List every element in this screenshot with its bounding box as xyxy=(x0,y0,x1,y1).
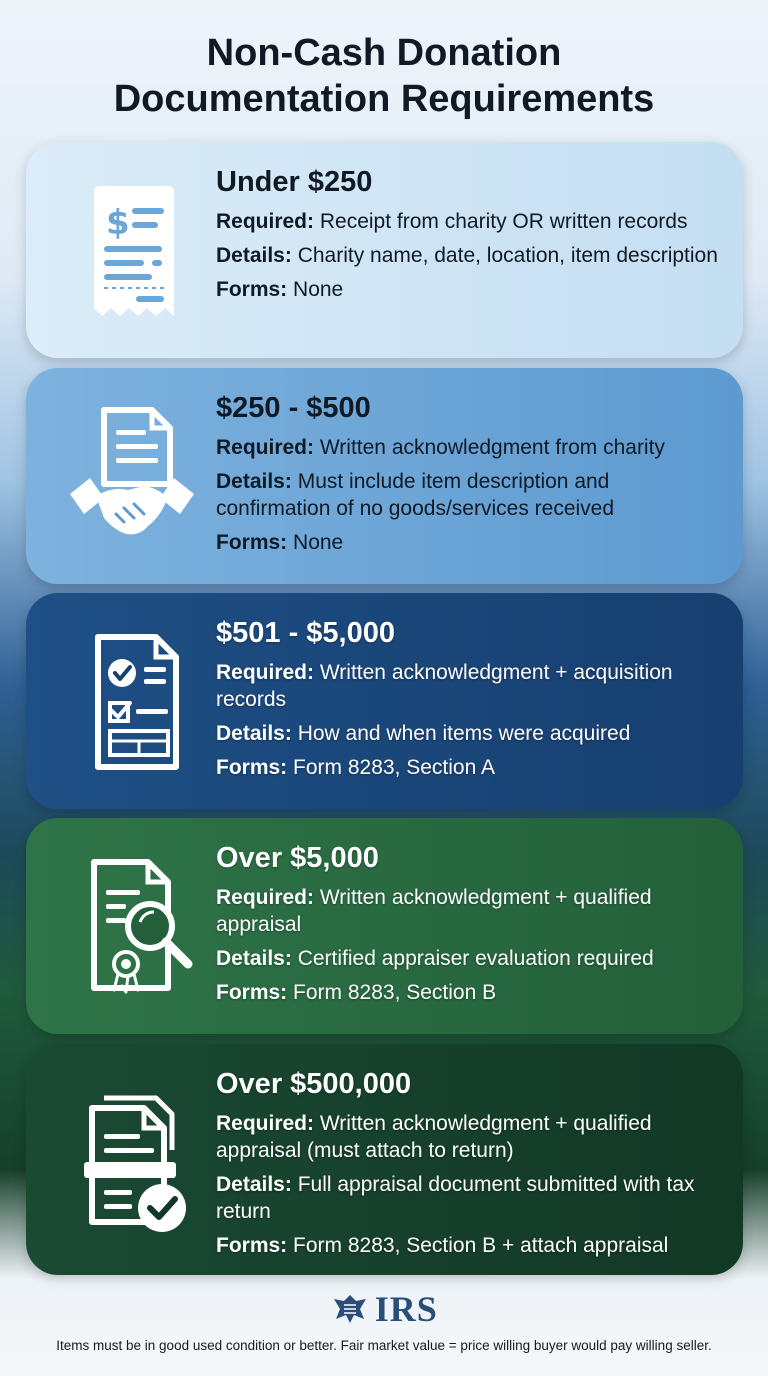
tier-card-250-500 xyxy=(26,368,743,584)
tier-forms: Forms: Form 8283, Section A xyxy=(216,756,495,779)
tier-required: Required: Written acknowledgment + qualified appraisal xyxy=(216,886,652,936)
tier-required: Required: Receipt from charity OR written records xyxy=(216,210,688,233)
tier-forms: Forms: None xyxy=(216,531,344,554)
tier-card-over-500000 xyxy=(26,1044,743,1275)
page-title-line-2: Documentation Requirements xyxy=(113,78,655,120)
svg-text:$: $ xyxy=(106,203,130,243)
tier-heading: Under $250 xyxy=(216,166,373,198)
tier-details: Details: Full appraisal document submitted with tax return xyxy=(216,1173,695,1223)
tier-details: Details: Must include item description and confirmation of no goods/services received xyxy=(216,470,615,520)
tier-details: Details: Charity name, date, location, item description xyxy=(216,244,718,267)
tier-text xyxy=(216,164,726,310)
handshake-document-icon xyxy=(64,402,200,552)
tier-required: Required: Written acknowledgment + acquisition records xyxy=(216,661,673,711)
tier-forms: Forms: None xyxy=(216,278,344,301)
tier-forms: Forms: Form 8283, Section B xyxy=(216,981,497,1004)
tier-heading: Over $5,000 xyxy=(216,842,379,874)
tier-card-over-5000 xyxy=(26,818,743,1034)
tier-text xyxy=(216,1066,726,1266)
tier-required: Required: Written acknowledgment from charity xyxy=(216,436,665,459)
irs-logo-text: IRS xyxy=(374,1289,438,1329)
irs-logo xyxy=(0,1288,768,1328)
tier-heading: Over $500,000 xyxy=(216,1068,412,1100)
eagle-icon xyxy=(330,1291,370,1327)
tier-text xyxy=(216,390,726,563)
tier-text xyxy=(216,615,726,788)
tier-forms: Forms: Form 8283, Section B + attach appraisal xyxy=(216,1234,669,1257)
page-title-line-1: Non-Cash Donation xyxy=(206,32,562,74)
receipt-icon xyxy=(64,176,200,326)
tier-card-501-5000 xyxy=(26,593,743,809)
tier-card-under-250 xyxy=(26,142,743,358)
attached-documents-icon xyxy=(64,1090,200,1240)
footer-note: Items must be in good used condition or better. Fair market value = price willing buyer would pay willing seller. xyxy=(56,1338,712,1353)
tier-details: Details: Certified appraiser evaluation required xyxy=(216,947,654,970)
tier-text xyxy=(216,840,726,1013)
tier-heading: $250 - $500 xyxy=(216,392,371,424)
tier-heading: $501 - $5,000 xyxy=(216,617,395,649)
checklist-form-icon xyxy=(64,627,200,777)
tier-required: Required: Written acknowledgment + qualified appraisal (must attach to return) xyxy=(216,1112,652,1162)
page-title xyxy=(0,30,768,122)
appraisal-magnifier-icon xyxy=(64,852,200,1002)
tier-details: Details: How and when items were acquired xyxy=(216,722,631,745)
